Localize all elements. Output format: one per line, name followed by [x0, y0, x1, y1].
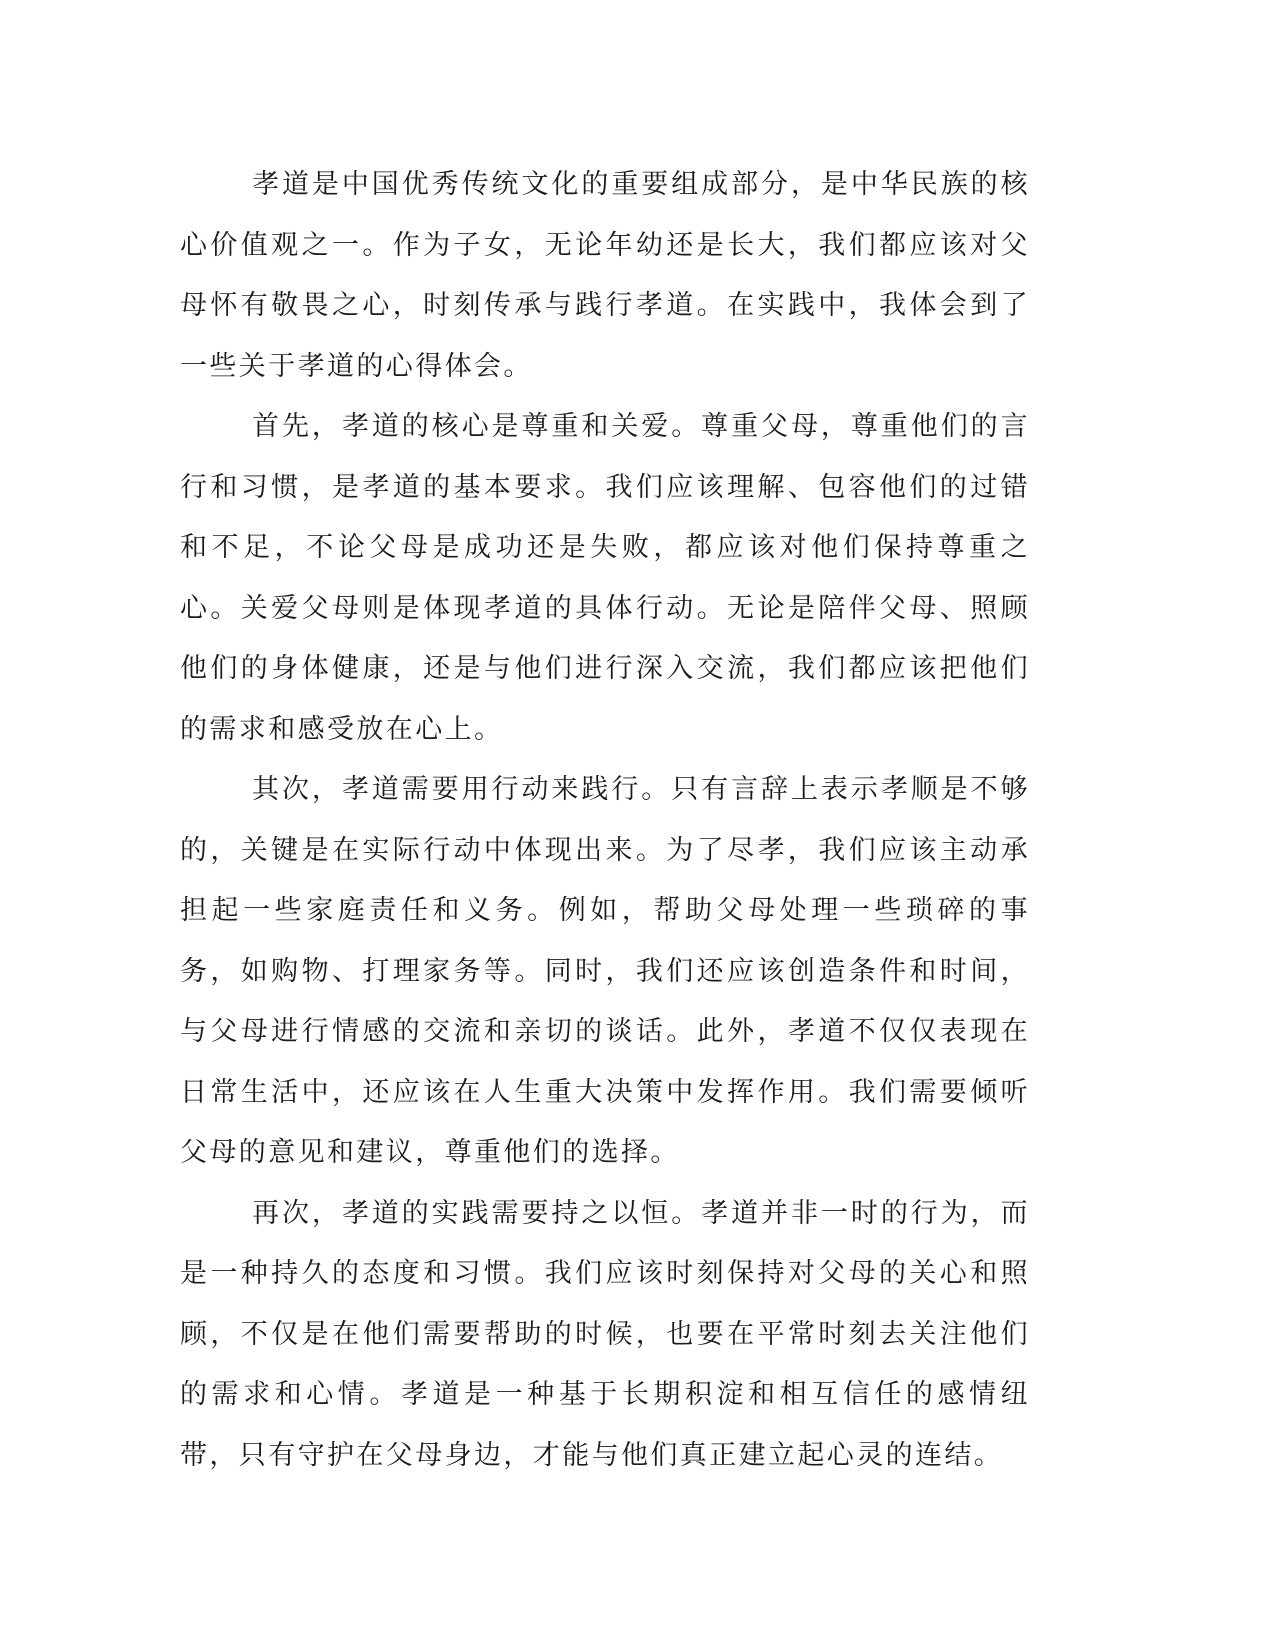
paragraph-respect-and-care: 首先，孝道的核心是尊重和关爱。尊重父母，尊重他们的言行和习惯，是孝道的基本要求。我们应该理解、包容他们的过错和不足，不论父母是成功还是失败，都应该对他们保持尊重之心。关爱父母则是体现孝道的具体行动。无论是陪伴父母、照顾他们的身体健康，还是与他们进行深入交流，我们都应该把他们的需求和感受放在心上。 [180, 411, 1030, 745]
paragraph-action: 其次，孝道需要用行动来践行。只有言辞上表示孝顺是不够的，关键是在实际行动中体现出来。为了尽孝，我们应该主动承担起一些家庭责任和义务。例如，帮助父母处理一些琐碎的事务，如购物、打理家务等。同时，我们还应该创造条件和时间，与父母进行情感的交流和亲切的谈话。此外，孝道不仅仅表现在日常生活中，还应该在人生重大决策中发挥作用。我们需要倾听父母的意见和建议，尊重他们的选择。 [180, 774, 1030, 1168]
article-body [180, 155, 1030, 1486]
paragraph-persistence: 再次，孝道的实践需要持之以恒。孝道并非一时的行为，而是一种持久的态度和习惯。我们应该时刻保持对父母的关心和照顾，不仅是在他们需要帮助的时候，也要在平常时刻去关注他们的需求和心情。孝道是一种基于长期积淀和相互信任的感情纽带，只有守护在父母身边，才能与他们真正建立起心灵的连结。 [180, 1197, 1030, 1471]
paragraph-intro: 孝道是中国优秀传统文化的重要组成部分，是中华民族的核心价值观之一。作为子女，无论年幼还是长大，我们都应该对父母怀有敬畏之心，时刻传承与践行孝道。在实践中，我体会到了一些关于孝道的心得体会。 [180, 169, 1030, 382]
